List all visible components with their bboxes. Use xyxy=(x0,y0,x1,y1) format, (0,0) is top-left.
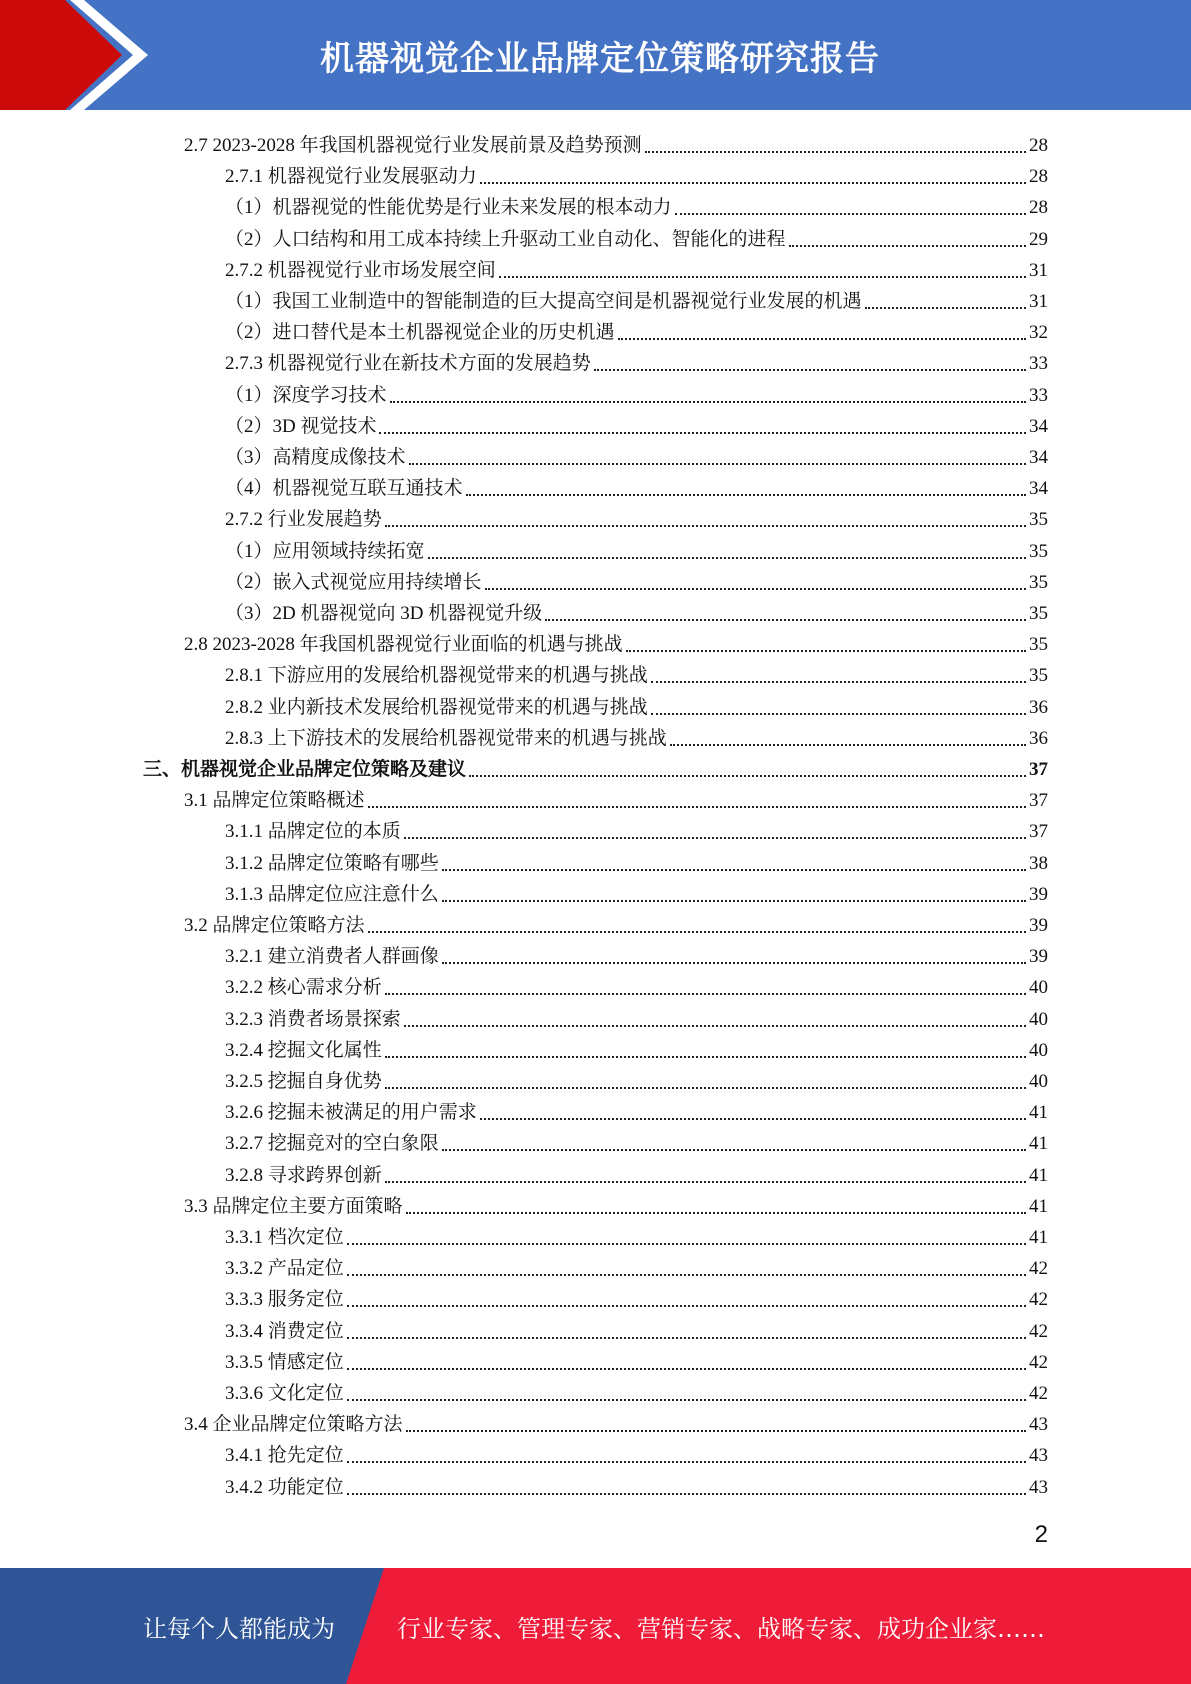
toc-dot-leader xyxy=(789,245,1026,247)
toc-entry[interactable] xyxy=(225,1343,1048,1374)
toc-dot-leader xyxy=(385,1087,1026,1089)
toc-entry[interactable] xyxy=(225,376,1048,407)
toc-entry-page: 41 xyxy=(1029,1102,1048,1124)
toc-entry-page: 36 xyxy=(1029,727,1048,749)
toc-dot-leader xyxy=(626,650,1026,652)
toc-entry-page: 40 xyxy=(1029,1071,1048,1092)
toc-entry-label: 2.7 2023-2028 年我国机器视觉行业发展前景及趋势预测 xyxy=(184,135,642,156)
toc-entry[interactable] xyxy=(225,812,1048,843)
toc-entry-label: 3.3.5 情感定位 xyxy=(225,1351,344,1373)
toc-dot-leader xyxy=(442,900,1026,902)
toc-entry[interactable] xyxy=(225,594,1048,625)
toc-entry-label: 3.2.6 挖掘未被满足的用户需求 xyxy=(225,1102,477,1124)
toc-entry-page: 42 xyxy=(1029,1289,1048,1311)
toc-dot-leader xyxy=(347,1274,1026,1276)
toc-dot-leader xyxy=(645,151,1026,153)
toc-entry[interactable] xyxy=(225,282,1048,313)
toc-dot-leader xyxy=(485,588,1026,590)
toc-entry-label: 3.3.3 服务定位 xyxy=(225,1289,344,1311)
toc-dot-leader xyxy=(480,182,1026,184)
toc-entry-label: 3.1.1 品牌定位的本质 xyxy=(225,821,401,843)
toc-entry-page: 34 xyxy=(1029,415,1048,437)
toc-entry-page: 39 xyxy=(1029,946,1048,968)
toc-entry-label: 2.8.2 业内新技术发展给机器视觉带来的机遇与挑战 xyxy=(225,696,648,718)
toc-entry-page: 37 xyxy=(1029,759,1048,780)
toc-dot-leader xyxy=(406,1430,1026,1432)
toc-dot-leader xyxy=(469,775,1026,777)
toc-dot-leader xyxy=(385,525,1026,527)
toc-dot-leader xyxy=(466,494,1026,496)
toc-dot-leader xyxy=(675,213,1026,215)
toc-entry-label: 2.7.3 机器视觉行业在新技术方面的发展趋势 xyxy=(225,353,591,375)
chevron-arrow-icon xyxy=(0,0,160,110)
toc-entry[interactable] xyxy=(225,875,1048,906)
toc-entry-page: 41 xyxy=(1029,1133,1048,1155)
toc-entry-label: 3.3.2 产品定位 xyxy=(225,1258,344,1280)
toc-entry[interactable] xyxy=(225,1468,1048,1499)
toc-entry-page: 31 xyxy=(1029,259,1048,281)
toc-entry[interactable] xyxy=(184,625,1048,656)
toc-entry-label: （2）3D 视觉技术 xyxy=(225,415,377,437)
toc-entry-page: 35 xyxy=(1029,665,1048,687)
toc-dot-leader xyxy=(347,1337,1026,1339)
toc-entry[interactable] xyxy=(225,469,1048,500)
toc-entry-page: 42 xyxy=(1029,1383,1048,1404)
footer-slogan-left: 让每个人都能成为 xyxy=(143,1614,335,1643)
toc-entry-label: 3.2.3 消费者场景探索 xyxy=(225,1008,401,1030)
toc-entry-page: 37 xyxy=(1029,821,1048,843)
toc-entry[interactable] xyxy=(225,251,1048,282)
toc-entry-page: 39 xyxy=(1029,883,1048,905)
toc-entry-label: 3.4.2 功能定位 xyxy=(225,1476,344,1498)
toc-entry-page: 36 xyxy=(1029,696,1048,718)
toc-entry-page: 42 xyxy=(1029,1258,1048,1280)
toc-entry[interactable] xyxy=(225,313,1048,344)
toc-dot-leader xyxy=(347,1243,1026,1245)
toc-dot-leader xyxy=(347,1305,1026,1307)
toc-entry[interactable] xyxy=(225,1093,1048,1124)
toc-entry[interactable] xyxy=(225,563,1048,594)
toc-entry[interactable] xyxy=(225,1436,1048,1467)
toc-entry[interactable] xyxy=(184,1187,1048,1218)
toc-entry[interactable] xyxy=(143,750,1048,781)
toc-dot-leader xyxy=(428,557,1026,559)
toc-entry-label: 3.2.8 寻求跨界创新 xyxy=(225,1164,382,1186)
toc-dot-leader xyxy=(651,713,1026,715)
toc-entry-page: 43 xyxy=(1029,1476,1048,1498)
toc-dot-leader xyxy=(480,1118,1026,1120)
toc-dot-leader xyxy=(379,432,1026,434)
toc-entry[interactable] xyxy=(184,906,1048,937)
toc-entry-label: （1）机器视觉的性能优势是行业未来发展的根本动力 xyxy=(225,197,672,219)
toc-entry-label: 3.2.1 建立消费者人群画像 xyxy=(225,946,439,968)
toc-dot-leader xyxy=(594,369,1026,371)
toc-entry-label: （4）机器视觉互联互通技术 xyxy=(225,478,463,500)
toc-entry-page: 32 xyxy=(1029,322,1048,344)
toc-entry[interactable] xyxy=(225,937,1048,968)
toc-entry-page: 28 xyxy=(1029,135,1048,156)
toc-entry[interactable] xyxy=(225,844,1048,875)
footer-banner xyxy=(0,1568,1191,1684)
toc-dot-leader xyxy=(409,463,1026,465)
toc-entry[interactable] xyxy=(225,532,1048,563)
toc-entry[interactable] xyxy=(225,500,1048,531)
toc-dot-leader xyxy=(385,1056,1026,1058)
toc-entry[interactable] xyxy=(225,688,1048,719)
toc-entry-page: 41 xyxy=(1029,1195,1048,1217)
toc-entry-label: 3.2.7 挖掘竞对的空白象限 xyxy=(225,1133,439,1155)
toc-entry-label: 3.1.3 品牌定位应注意什么 xyxy=(225,883,439,905)
toc-entry-page: 43 xyxy=(1029,1445,1048,1467)
toc-entry-label: 三、机器视觉企业品牌定位策略及建议 xyxy=(143,759,467,780)
toc-dot-leader xyxy=(404,837,1026,839)
toc-entry-page: 40 xyxy=(1029,1008,1048,1030)
toc-entry-label: 3.3.4 消费定位 xyxy=(225,1320,344,1342)
toc-entry-page: 39 xyxy=(1029,915,1048,936)
toc-dot-leader xyxy=(442,962,1026,964)
toc-entry[interactable] xyxy=(225,344,1048,375)
toc-entry-label: 3.3.6 文化定位 xyxy=(225,1383,344,1404)
toc-entry[interactable] xyxy=(184,126,1048,157)
toc-entry-page: 33 xyxy=(1029,353,1048,375)
toc-entry-label: （1）我国工业制造中的智能制造的巨大提高空间是机器视觉行业发展的机遇 xyxy=(225,291,862,312)
toc-entry-label: 3.1 品牌定位策略概述 xyxy=(184,790,365,812)
toc-dot-leader xyxy=(404,1025,1026,1027)
toc-dot-leader xyxy=(347,1461,1026,1463)
toc-entry-page: 40 xyxy=(1029,977,1048,999)
toc-entry[interactable] xyxy=(225,157,1048,188)
report-title: 机器视觉企业品牌定位策略研究报告 xyxy=(320,38,880,79)
toc-entry-label: 3.2.5 挖掘自身优势 xyxy=(225,1071,382,1092)
toc-entry[interactable] xyxy=(225,1218,1048,1249)
toc-entry-page: 35 xyxy=(1029,603,1048,624)
toc-entry-label: 2.8 2023-2028 年我国机器视觉行业面临的机遇与挑战 xyxy=(184,634,623,656)
toc-entry-page: 29 xyxy=(1029,228,1048,250)
toc-entry-page: 38 xyxy=(1029,852,1048,874)
toc-entry-label: （3）2D 机器视觉向 3D 机器视觉升级 xyxy=(225,603,543,624)
toc-entry-page: 33 xyxy=(1029,384,1048,406)
toc-entry-page: 41 xyxy=(1029,1164,1048,1186)
toc-dot-leader xyxy=(442,1149,1026,1151)
toc-entry-page: 41 xyxy=(1029,1227,1048,1248)
toc-entry-label: 2.8.1 下游应用的发展给机器视觉带来的机遇与挑战 xyxy=(225,665,648,687)
toc-dot-leader xyxy=(865,307,1026,309)
toc-entry[interactable] xyxy=(225,656,1048,687)
toc-dot-leader xyxy=(390,401,1026,403)
toc-entry[interactable] xyxy=(225,719,1048,750)
toc-entry-page: 35 xyxy=(1029,634,1048,656)
toc-entry-label: （2）进口替代是本土机器视觉企业的历史机遇 xyxy=(225,322,615,344)
toc-dot-leader xyxy=(545,619,1026,621)
toc-entry-label: （2）嵌入式视觉应用持续增长 xyxy=(225,571,482,593)
toc-dot-leader xyxy=(651,681,1026,683)
toc-entry-page: 37 xyxy=(1029,790,1048,812)
toc-entry-page: 28 xyxy=(1029,197,1048,219)
toc-entry[interactable] xyxy=(225,1031,1048,1062)
toc-entry-page: 35 xyxy=(1029,540,1048,562)
toc-entry-page: 42 xyxy=(1029,1351,1048,1373)
toc-entry-page: 35 xyxy=(1029,571,1048,593)
toc-dot-leader xyxy=(406,1212,1026,1214)
toc-dot-leader xyxy=(368,931,1026,933)
toc-dot-leader xyxy=(385,993,1026,995)
toc-entry-label: 3.2.4 挖掘文化属性 xyxy=(225,1039,382,1061)
toc-entry[interactable] xyxy=(225,1062,1048,1093)
toc-entry-page: 35 xyxy=(1029,509,1048,531)
toc-entry[interactable] xyxy=(225,1280,1048,1311)
toc-entry[interactable] xyxy=(225,1249,1048,1280)
toc-entry-label: 3.4 企业品牌定位策略方法 xyxy=(184,1414,403,1436)
toc-entry[interactable] xyxy=(225,968,1048,999)
toc-entry-page: 40 xyxy=(1029,1039,1048,1061)
toc-entry-page: 31 xyxy=(1029,291,1048,312)
toc-entry-label: 2.7.1 机器视觉行业发展驱动力 xyxy=(225,166,477,188)
toc-entry[interactable] xyxy=(225,220,1048,251)
toc-entry-label: （3）高精度成像技术 xyxy=(225,447,406,468)
toc-entry[interactable] xyxy=(225,188,1048,219)
toc-entry-label: （1）深度学习技术 xyxy=(225,384,387,406)
toc-entry-page: 34 xyxy=(1029,478,1048,500)
toc-entry-label: 3.2.2 核心需求分析 xyxy=(225,977,382,999)
toc-entry-page: 42 xyxy=(1029,1320,1048,1342)
toc-entry-page: 34 xyxy=(1029,447,1048,468)
toc-dot-leader xyxy=(347,1493,1026,1495)
toc-dot-leader xyxy=(347,1368,1026,1370)
footer-slogan-right: 行业专家、管理专家、营销专家、战略专家、成功企业家…… xyxy=(397,1614,1045,1643)
toc-entry-label: 3.4.1 抢先定位 xyxy=(225,1445,344,1467)
toc-dot-leader xyxy=(499,276,1026,278)
toc-entry-label: 2.8.3 上下游技术的发展给机器视觉带来的机遇与挑战 xyxy=(225,727,667,749)
toc-entry[interactable] xyxy=(225,1124,1048,1155)
toc-entry-label: （2）人口结构和用工成本持续上升驱动工业自动化、智能化的进程 xyxy=(225,228,786,250)
toc-entry[interactable] xyxy=(225,438,1048,469)
toc-entry[interactable] xyxy=(184,781,1048,812)
toc-entry[interactable] xyxy=(225,1156,1048,1187)
toc-entry-label: 3.1.2 品牌定位策略有哪些 xyxy=(225,852,439,874)
toc-entry-label: 3.3 品牌定位主要方面策略 xyxy=(184,1195,403,1217)
toc-entry-page: 28 xyxy=(1029,166,1048,188)
toc-entry-label: 2.7.2 机器视觉行业市场发展空间 xyxy=(225,259,496,281)
toc-entry[interactable] xyxy=(225,1312,1048,1343)
toc-entry-label: （1）应用领域持续拓宽 xyxy=(225,540,425,562)
toc-entry[interactable] xyxy=(225,1000,1048,1031)
report-header xyxy=(0,0,1191,110)
toc-entry-label: 2.7.2 行业发展趋势 xyxy=(225,509,382,531)
toc-entry[interactable] xyxy=(225,1374,1048,1405)
toc-dot-leader xyxy=(368,806,1026,808)
page-number: 2 xyxy=(1034,1521,1048,1548)
toc-dot-leader xyxy=(385,1181,1026,1183)
toc-dot-leader xyxy=(347,1399,1026,1401)
toc-entry[interactable] xyxy=(225,407,1048,438)
toc-entry-label: 3.2 品牌定位策略方法 xyxy=(184,915,365,936)
toc-dot-leader xyxy=(442,869,1026,871)
toc-entry[interactable] xyxy=(184,1405,1048,1436)
toc-dot-leader xyxy=(618,338,1026,340)
toc-dot-leader xyxy=(670,744,1026,746)
toc-entry-page: 43 xyxy=(1029,1414,1048,1436)
toc-entry-label: 3.3.1 档次定位 xyxy=(225,1227,344,1248)
